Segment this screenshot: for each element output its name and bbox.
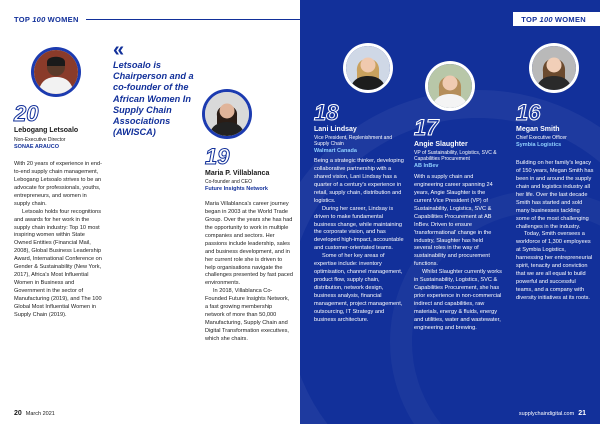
profile-role: VP of Sustainability, Logistics, SVC & Capabilities Procurement bbox=[414, 150, 497, 163]
portrait-photo-icon bbox=[346, 46, 390, 90]
avatar-lebogang-letsoalo bbox=[34, 50, 78, 94]
profile-bio bbox=[314, 158, 404, 325]
bio-paragraph: In 2018, Villablanca Co-Founded Future Insights Network, a fast growing membership network of more than 50,000 Manufacturing, Supply Chain and Digital Transformation executives, which she chairs. bbox=[205, 288, 290, 342]
bio-paragraph: Today, Smith oversees a workforce of 1,300 employees at Symbia Logistics, harnessing her entrepreneurial spirit, tenacity and conviction that we are all equal to build powerful and successful teams, and a company with diversity initiatives at its roots. bbox=[516, 231, 593, 301]
profile-company: Future Insights Network bbox=[205, 186, 268, 192]
page-number: 20 bbox=[14, 410, 22, 417]
rank-number: 16 bbox=[516, 100, 541, 125]
profile-name: Maria P. Villablanca bbox=[205, 170, 270, 177]
bio-paragraph: Whilst Slaughter currently works in Sustainability, Logistics, SVC & Capabilities Procurement, she has prior experience in non-commercial indirect and capabilities, raw materials, energy & fluids, energy and utilities, water and wastewater, engineering and brewing. bbox=[414, 269, 502, 331]
pull-quote: Letsoalo is Chairperson and a co-founder of the African Women In Supply Chain Associations (AWISCA) bbox=[113, 60, 194, 138]
footer-left bbox=[14, 410, 55, 417]
bio-paragraph: Maria Villablanca's career journey began in 2003 at the World Trade Group. Over the years she has had the opportunity to work in multiple companies and sectors. Her passions include leadership, sales and business development, and in her current role she is driven to help organisations navigate the challenges presented by fast paced environments. bbox=[205, 201, 294, 287]
profile-role: Co-founder and CEO bbox=[205, 179, 252, 185]
portrait-photo-icon bbox=[34, 50, 78, 94]
rank-number: 17 bbox=[414, 115, 439, 140]
profile-bio bbox=[516, 160, 594, 303]
profile-company: AB InBev bbox=[414, 163, 439, 169]
profile-company: Walmart Canada bbox=[314, 148, 357, 154]
portrait-photo-icon bbox=[205, 92, 249, 136]
portrait-photo-icon bbox=[532, 46, 576, 90]
quote-mark-icon: « bbox=[113, 39, 125, 61]
profile-bio bbox=[414, 174, 502, 333]
portrait-photo-icon bbox=[428, 64, 472, 108]
profile-role: Chief Executive Officer bbox=[516, 135, 567, 141]
profile-bio bbox=[14, 161, 102, 320]
avatar-lani-lindsay bbox=[346, 46, 390, 90]
bio-paragraph: Being a strategic thinker, developing collaborative partnership with a shared vision, Lani Lindsay has a quarter of a century's experience in retail, supply chain, distribution and logistics. bbox=[314, 158, 404, 204]
profile-role: Vice President, Replenishment and Supply Chain bbox=[314, 135, 393, 148]
header-tab-left bbox=[0, 12, 87, 26]
page-number: 21 bbox=[578, 410, 586, 417]
header-suffix: WOMEN bbox=[47, 14, 79, 24]
profile-name: Lebogang Letsoalo bbox=[14, 127, 79, 134]
profile-name: Megan Smith bbox=[516, 126, 560, 133]
bio-paragraph: Building on her family's legacy of 150 years, Megan Smith has been in and around the supply chain and logistics industry all her life. Over the last decade Smith has started and sold many businesses tackling some of the most challenging challenges in the industry. bbox=[516, 160, 594, 230]
header-number: 100 bbox=[32, 14, 46, 24]
footer-right bbox=[519, 410, 586, 417]
bio-paragraph: With a supply chain and engineering career spanning 24 years, Angie Slaughter is the current Vice President (VP) of Sustainability, Logistics, SVC & Capabilities Procurement at AB InBev. Driven to ensure 'transformational' change in the industry, Slaughter has held several roles in the way of sustainability and procurement functions. bbox=[414, 174, 493, 268]
bio-paragraph: Some of her key areas of expertise include: inventory optimisation, channel management, product flow, supply chain, distribution, network design, business analysis, financial management, project management, outsourcing, IT Strategy and business architecture. bbox=[314, 253, 403, 323]
avatar-megan-smith bbox=[532, 46, 576, 90]
avatar-maria-villablanca bbox=[205, 92, 249, 136]
profile-name: Angie Slaughter bbox=[414, 141, 468, 148]
header-rule-left bbox=[86, 19, 300, 20]
header-number: 100 bbox=[539, 14, 553, 24]
profile-company: Symbia Logistics bbox=[516, 142, 562, 148]
rank-number: 19 bbox=[205, 144, 230, 169]
header-tab-right bbox=[513, 12, 600, 26]
profile-role: Non-Executive Director bbox=[14, 137, 66, 143]
bio-paragraph: Letsoalo holds four recognitions and awards for her work in the supply chain industry: Top 10 most inspiring women within State Owned Entities (Financial Mail, 2008), Global Business Leadership Award, International Conference on Gender & Sustainability (New York, 2017), Africa's Most Influential Women in Business and Government in the sector of Manufacturing (2019), and The 100 Global Most Influential Women in Supply Chain (2019). bbox=[14, 208, 102, 318]
header-prefix: TOP bbox=[521, 14, 538, 24]
profile-name: Lani Lindsay bbox=[314, 126, 357, 133]
profile-bio bbox=[205, 201, 293, 344]
rank-number: 20 bbox=[14, 101, 39, 126]
website-link[interactable]: supplychaindigital.com bbox=[518, 410, 575, 417]
header-suffix: WOMEN bbox=[554, 14, 586, 24]
right-page bbox=[300, 0, 600, 424]
avatar-angie-slaughter bbox=[428, 64, 472, 108]
header-prefix: TOP bbox=[14, 14, 31, 24]
profile-company: SONAE ARAUCO bbox=[14, 144, 60, 150]
bio-paragraph: During her career, Lindsay is driven to make fundamental business change, while maintaining the corporate vision, and has developed high-impact, accountable and customer-orientated teams. bbox=[314, 205, 404, 252]
rank-number: 18 bbox=[314, 100, 339, 125]
bio-paragraph: With 20 years of experience in end-to-end supply chain management, Lebogang Letsoalo strives to be an advocate for professionals, youths, entrepreneurs, and women in supply chain. bbox=[14, 161, 102, 207]
issue-date: March 2021 bbox=[25, 410, 55, 417]
